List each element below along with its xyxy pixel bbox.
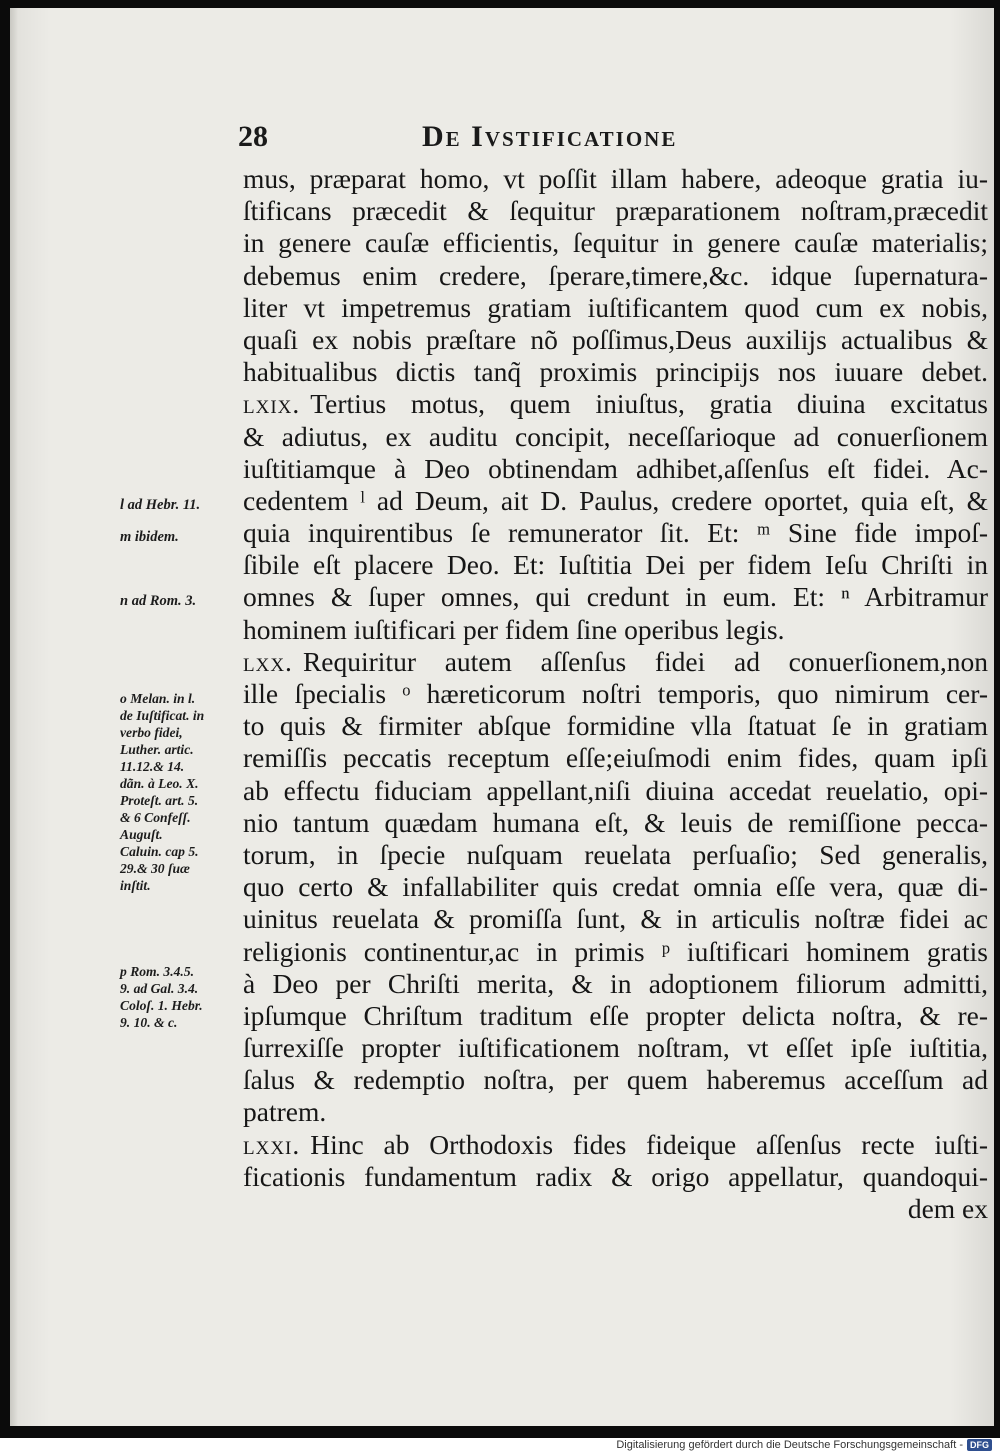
text-line: à Deo per Chriſti merita, & in adoptionem filiorum admitti,: [243, 967, 988, 999]
text-line: cedentem ˡ ad Deum, ait D. Paulus, credere oportet, quia eſt, &: [243, 484, 988, 516]
text-line: hominem iuſtificari per fidem ſine operibus legis.: [243, 613, 785, 645]
text-line: quia inquirentibus ſe remunerator ſit. Et: ᵐ Sine fide impoſ-: [243, 517, 988, 549]
text-line: ab effectu fiduciam appellant,niſi diuina accedat reuelatio, opi-: [243, 774, 988, 806]
text-line: iuſtitiamque à Deo obtinendam adhibet,aſſenſus eſt fidei. Ac-: [243, 452, 988, 484]
margin-note-o: o Melan. in l. de Iuſtificat. in verbo fidei, Luther. artic. 11.12.& 14. dãn. à Leo. X. Proteſt. art. 5. & 6 Confeſſ. Auguſt. Caluin. cap 5. 29.& 30 ſuæ inſtit.: [120, 691, 205, 893]
text-line-with-section: [243, 388, 988, 420]
text-line: liter vt impetremus gratiam iuſtificantem quod cum ex nobis,: [243, 291, 988, 323]
text-line: quo certo & infallabiliter quis credat omnia eſſe vera, quæ di-: [243, 871, 988, 903]
text-line: ficationis fundamentum radix & origo appellatur, quandoqui-: [243, 1160, 988, 1192]
text-line-with-section: [243, 646, 988, 678]
digitization-footer: [0, 1438, 1000, 1453]
text-line: omnes & ſuper omnes, qui credunt in eum. Et: ⁿ Arbitramur: [243, 581, 988, 613]
text-line: torum, in ſpecie nuſquam reuelata perſuaſio; Sed generalis,: [243, 838, 988, 870]
text-line: to quis & firmiter abſque formidine vlla ſtatuat ſe in gratiam: [243, 710, 988, 742]
text-line: mus, præparat homo, vt poſſit illam habere, adeoque gratia iu-: [243, 163, 988, 194]
margin-note-m: m ibidem.: [120, 529, 179, 545]
text-line: uinitus reuelata & promiſſa ſunt, & in articulis noſtræ fidei ac: [243, 903, 988, 935]
catchword: dem ex: [907, 1193, 988, 1224]
text-line-content: Hinc ab Orthodoxis fides fideique aſſenſus recte iuſti-: [310, 1128, 988, 1160]
text-line-content: Tertius motus, quem iniuſtus, gratia diuina excitatus: [310, 388, 988, 420]
text-line: remiſſis peccatis receptum eſſe;eiuſmodi enim fides, quam ipſi: [243, 742, 988, 774]
margin-note-n: n ad Rom. 3.: [120, 593, 197, 609]
text-line: debemus enim credere, ſperare,timere,&c. idque ſupernatura-: [243, 259, 988, 291]
dfg-logo: DFG: [967, 1439, 992, 1451]
margin-note-p: p Rom. 3.4.5. 9. ad Gal. 3.4. Coloſ. 1. Hebr. 9. 10. & c.: [120, 964, 203, 1030]
text-line: ſtificans præcedit & ſequitur præparationem noſtram,præcedit: [243, 195, 988, 227]
section-number-71: lxxi.: [243, 1128, 301, 1160]
text-line: ſurrexiſſe propter iuſtificationem noſtram, vt eſſet ipſe iuſtitia,: [243, 1032, 988, 1064]
text-line-with-section: [243, 1129, 988, 1161]
running-title: De Ivstificatione: [422, 120, 678, 153]
running-head: [10, 120, 994, 160]
text-line: & adiutus, ex auditu concipit, neceſſarioque ad conuerſionem: [243, 420, 988, 452]
gutter-shadow: [10, 8, 18, 1426]
text-line: nio tantum quædam humana eſt, & leuis de remiſſione pecca-: [243, 806, 988, 838]
text-line: quaſi ex nobis præſtare nõ poſſimus,Deus auxilijs actualibus &: [243, 323, 988, 355]
text-line: habitualibus dictis tanq̃ proximis principijs nos iuuare debet.: [243, 356, 988, 388]
text-line: religionis continentur,ac in primis ᵖ iuſtificari hominem gratis: [243, 935, 988, 967]
page-number: 28: [238, 120, 268, 153]
book-page: [10, 8, 994, 1426]
text-line: in genere cauſæ efficientis, ſequitur in genere cauſæ materialis;: [243, 227, 988, 259]
section-number-69: lxix.: [243, 388, 301, 420]
text-line: ipſumque Chriſtum traditum eſſe propter delicta noſtra, & re-: [243, 999, 988, 1031]
section-number-70: lxx.: [243, 645, 293, 677]
text-line-content: Requiritur autem aſſenſus fidei ad conuerſionem,non: [302, 645, 988, 677]
text-line: ſibile eſt placere Deo. Et: Iuſtitia Dei per fidem Ieſu Chriſti in: [243, 549, 988, 581]
text-line: ille ſpecialis ᵒ hæreticorum noſtri temporis, quo nimirum cer-: [243, 678, 988, 709]
text-line: ſalus & redemptio noſtra, per quem haberemus acceſſum ad: [243, 1064, 988, 1096]
margin-note-l: l ad Hebr. 11.: [120, 497, 201, 513]
funding-credit-text: Digitalisierung gefördert durch die Deutsche Forschungsgemeinschaft -: [616, 1439, 963, 1451]
text-body: [243, 163, 988, 1225]
funding-credit: [616, 1438, 992, 1453]
text-line: patrem.: [243, 1096, 327, 1128]
